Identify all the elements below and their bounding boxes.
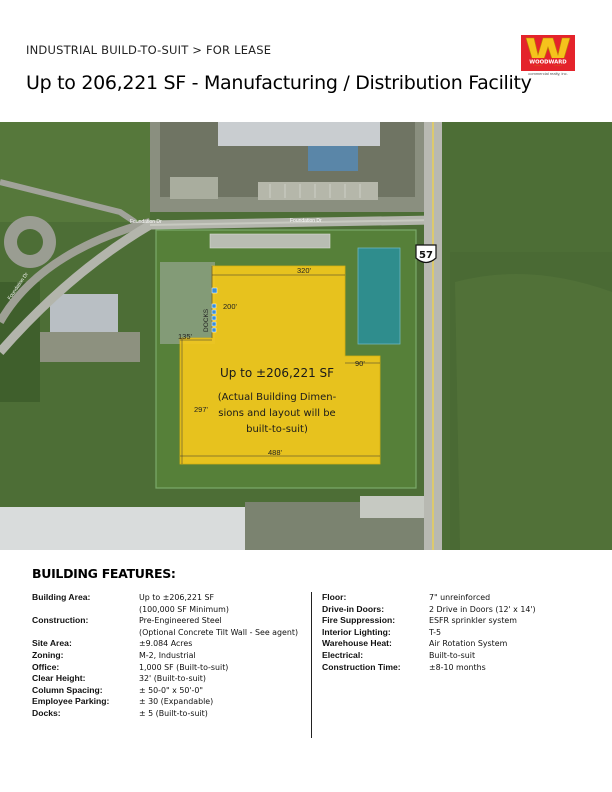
column-divider — [311, 592, 312, 738]
building-note-line: (Actual Building Dimen- — [217, 392, 337, 403]
feature-value: 32' (Built-to-suit) — [139, 674, 206, 684]
feature-row — [322, 604, 592, 616]
feature-value: ±8-10 months — [429, 662, 486, 672]
building-area-label: Up to ±206,221 SF — [219, 366, 335, 380]
feature-row — [322, 662, 592, 674]
highway-shield-icon — [416, 245, 436, 263]
feature-label: Zoning: — [32, 649, 64, 660]
feature-label: Site Area: — [32, 638, 72, 649]
aerial-site-map — [0, 122, 612, 550]
feature-label: Column Spacing: — [32, 684, 103, 695]
road-label: Foundation Dr — [290, 218, 322, 224]
feature-row — [322, 615, 592, 627]
feature-label: Employee Parking: — [32, 696, 110, 707]
existing-building-west — [50, 294, 118, 336]
feature-value: ±9.084 Acres — [139, 639, 193, 649]
feature-label: Fire Suppression: — [322, 615, 396, 626]
feature-value: ESFR sprinkler system — [429, 616, 517, 626]
dimension-label: 90' — [355, 359, 365, 368]
page-title: Up to 206,221 SF - Manufacturing / Distribution Facility — [26, 72, 532, 94]
existing-building-north — [218, 122, 380, 146]
highway-shield-label: 57 — [419, 250, 433, 261]
feature-value: T-5 — [429, 627, 441, 637]
feature-value: (100,000 SF Minimum) — [139, 604, 229, 614]
dimension-label: 200' — [223, 302, 237, 311]
feature-label: Construction: — [32, 615, 89, 626]
features-right-column — [322, 592, 592, 673]
dimension-label: 297' — [194, 405, 208, 414]
feature-row — [322, 638, 592, 650]
feature-label: Construction Time: — [322, 661, 401, 672]
feature-row — [32, 650, 302, 662]
feature-row — [32, 673, 302, 685]
feature-value: M-2, Industrial — [139, 650, 196, 660]
feature-value: Built-to-suit — [429, 650, 476, 660]
feature-value: 2 Drive in Doors (12' x 14') — [429, 604, 536, 614]
feature-label: Electrical: — [322, 649, 364, 660]
feature-row — [322, 627, 592, 639]
feature-label: Interior Lighting: — [322, 626, 391, 637]
dimension-label: 488' — [268, 448, 282, 457]
feature-value: ± 5 (Built-to-suit) — [139, 708, 208, 718]
feature-row — [322, 650, 592, 662]
feature-label: Building Area: — [32, 592, 91, 602]
building-note-line: built-to-suit) — [246, 424, 308, 435]
building-features-title: BUILDING FEATURES: — [32, 566, 176, 581]
feature-row — [32, 638, 302, 650]
logo-name: WOODWARD — [529, 59, 567, 66]
feature-row — [32, 615, 302, 627]
feature-value: ± 30 (Expandable) — [139, 697, 214, 707]
road-label: Foundation Dr — [6, 271, 30, 302]
building-note-line: sions and layout will be — [218, 408, 336, 419]
feature-value: ± 50-0" x 50'-0" — [139, 685, 204, 695]
woodward-logo — [521, 35, 575, 75]
feature-value: (Optional Concrete Tilt Wall - See agent) — [139, 627, 299, 637]
feature-value: Up to ±206,221 SF — [139, 593, 215, 602]
feature-row — [322, 592, 592, 604]
feature-label: Warehouse Heat: — [322, 638, 392, 649]
feature-row — [32, 696, 302, 708]
road-label: Foundation Dr — [130, 219, 162, 225]
features-left-column — [32, 592, 302, 720]
feature-label: Floor: — [322, 592, 347, 602]
woodward-w-icon — [521, 35, 575, 71]
feature-row — [32, 662, 302, 674]
feature-value: 1,000 SF (Built-to-suit) — [139, 662, 229, 672]
feature-row — [32, 592, 302, 604]
dimension-label: 135' — [178, 332, 192, 341]
feature-value: Air Rotation System — [429, 639, 508, 649]
feature-value: 7" unreinforced — [429, 593, 491, 602]
dimension-label: 320' — [297, 266, 311, 275]
feature-label: Clear Height: — [32, 673, 86, 684]
feature-row — [32, 708, 302, 720]
header-kicker: INDUSTRIAL BUILD-TO-SUIT > FOR LEASE — [26, 43, 272, 57]
feature-row — [32, 685, 302, 697]
docks-label: DOCKS — [203, 308, 210, 332]
feature-label: Office: — [32, 661, 60, 672]
logo-tagline: commercial realty, inc. — [528, 71, 568, 76]
feature-value: Pre-Engineered Steel — [139, 616, 222, 626]
feature-label: Docks: — [32, 707, 61, 718]
feature-label: Drive-in Doors: — [322, 603, 385, 614]
feature-row — [32, 604, 302, 616]
retention-pond — [358, 248, 400, 344]
feature-row — [32, 627, 302, 639]
